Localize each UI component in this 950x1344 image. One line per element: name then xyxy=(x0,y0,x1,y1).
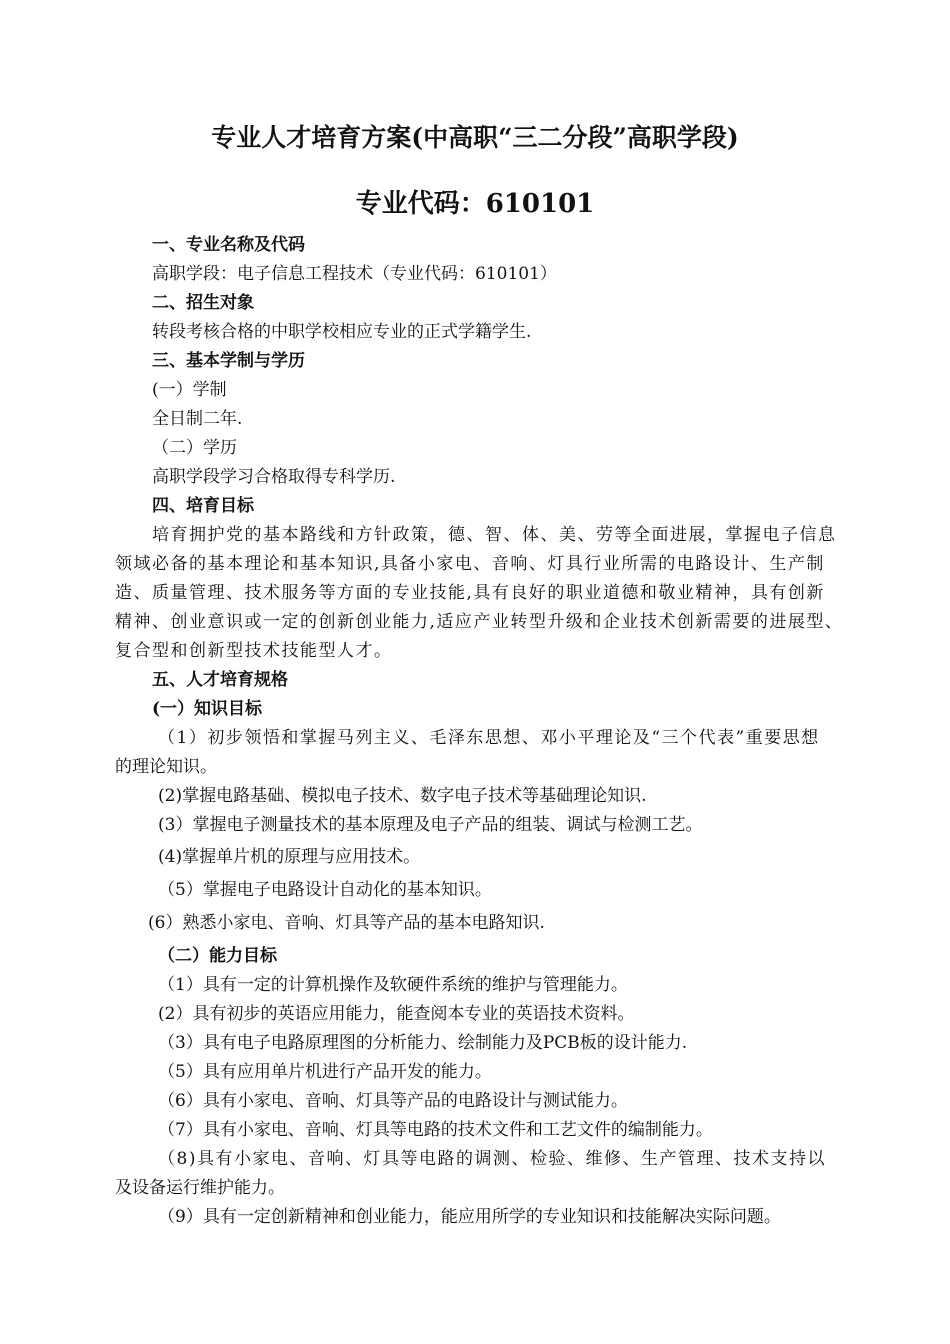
knowledge-item-3: (3）掌握电子测量技术的基本原理及电子产品的组装、调试与检测工艺。 xyxy=(158,815,703,835)
ability-item-6: （6）具有小家电、音响、灯具等产品的电路设计与测试能力。 xyxy=(158,1091,628,1111)
ability-item-5: （5）具有应用单片机进行产品开发的能力。 xyxy=(158,1062,492,1082)
section-4-paragraph-line: 造、质量管理、技术服务等方面的专业技能,具有良好的职业道德和敬业精神，具有创新 xyxy=(115,583,825,603)
section-1-heading: 一、专业名称及代码 xyxy=(152,235,305,255)
section-2-heading: 二、招生对象 xyxy=(152,293,254,313)
section-3-sub-1-text: 全日制二年. xyxy=(152,409,243,429)
ability-item-2: (2）具有初步的英语应用能力，能查阅本专业的英语技术资料。 xyxy=(158,1004,635,1024)
ability-item-1: （1）具有一定的计算机操作及软硬件系统的维护与管理能力。 xyxy=(158,975,628,995)
knowledge-item-6: (6）熟悉小家电、音响、灯具等产品的基本电路知识. xyxy=(148,913,545,933)
section-2-text: 转段考核合格的中职学校相应专业的正式学籍学生. xyxy=(152,322,532,342)
section-4-paragraph-line: 培育拥护党的基本路线和方针政策，德、智、体、美、劳等全面进展，掌握电子信息 xyxy=(152,525,837,545)
section-1-text: 高职学段：电子信息工程技术（专业代码：610101） xyxy=(152,264,557,284)
section-4-paragraph-line: 领域必备的基本理论和基本知识,具备小家电、音响、灯具行业所需的电路设计、生产制 xyxy=(115,554,825,574)
ability-item-8: （8)具有小家电、音响、灯具等电路的调测、检验、维修、生产管理、技术支持以 xyxy=(158,1149,826,1169)
section-3-sub-2: （二）学历 xyxy=(152,438,237,458)
section-3-heading: 三、基本学制与学历 xyxy=(152,351,305,371)
ability-item-7: （7）具有小家电、音响、灯具等电路的技术文件和工艺文件的编制能力。 xyxy=(158,1120,713,1140)
section-3-sub-2-text: 高职学段学习合格取得专科学历. xyxy=(152,467,396,487)
section-3-sub-1: (一）学制 xyxy=(152,380,227,400)
program-code-heading: 专业代码：610101 xyxy=(355,189,595,219)
ability-item-9: （9）具有一定创新精神和创业能力，能应用所学的专业知识和技能解决实际问题。 xyxy=(158,1207,781,1227)
section-5-heading: 五、人才培育规格 xyxy=(152,670,288,690)
ability-item-8-cont: 及设备运行维护能力。 xyxy=(115,1178,285,1198)
knowledge-item-1: （1）初步领悟和掌握马列主义、毛泽东思想、邓小平理论及“三个代表”重要思想 xyxy=(158,728,820,748)
knowledge-item-2: (2)掌握电路基础、模拟电子技术、数字电子技术等基础理论知识. xyxy=(158,786,647,806)
document-title: 专业人才培育方案(中高职“三二分段”高职学段) xyxy=(211,123,739,152)
knowledge-item-4: (4)掌握单片机的原理与应用技术。 xyxy=(158,847,421,867)
knowledge-item-1-cont: 的理论知识。 xyxy=(115,757,217,777)
ability-item-3: （3）具有电子电路原理图的分析能力、绘制能力及PCB板的设计能力. xyxy=(158,1033,688,1053)
knowledge-item-5: （5）掌握电子电路设计自动化的基本知识。 xyxy=(158,880,492,900)
section-4-paragraph-line: 精神、创业意识或一定的创新创业能力,适应产业转型升级和企业技术创新需要的进展型、 xyxy=(115,612,844,632)
section-5-sub-2-heading: （二）能力目标 xyxy=(158,946,277,966)
section-5-sub-1-heading: (一）知识目标 xyxy=(152,699,263,719)
section-4-paragraph-line: 复合型和创新型技术技能型人才。 xyxy=(115,641,393,661)
section-4-heading: 四、培育目标 xyxy=(152,496,254,516)
